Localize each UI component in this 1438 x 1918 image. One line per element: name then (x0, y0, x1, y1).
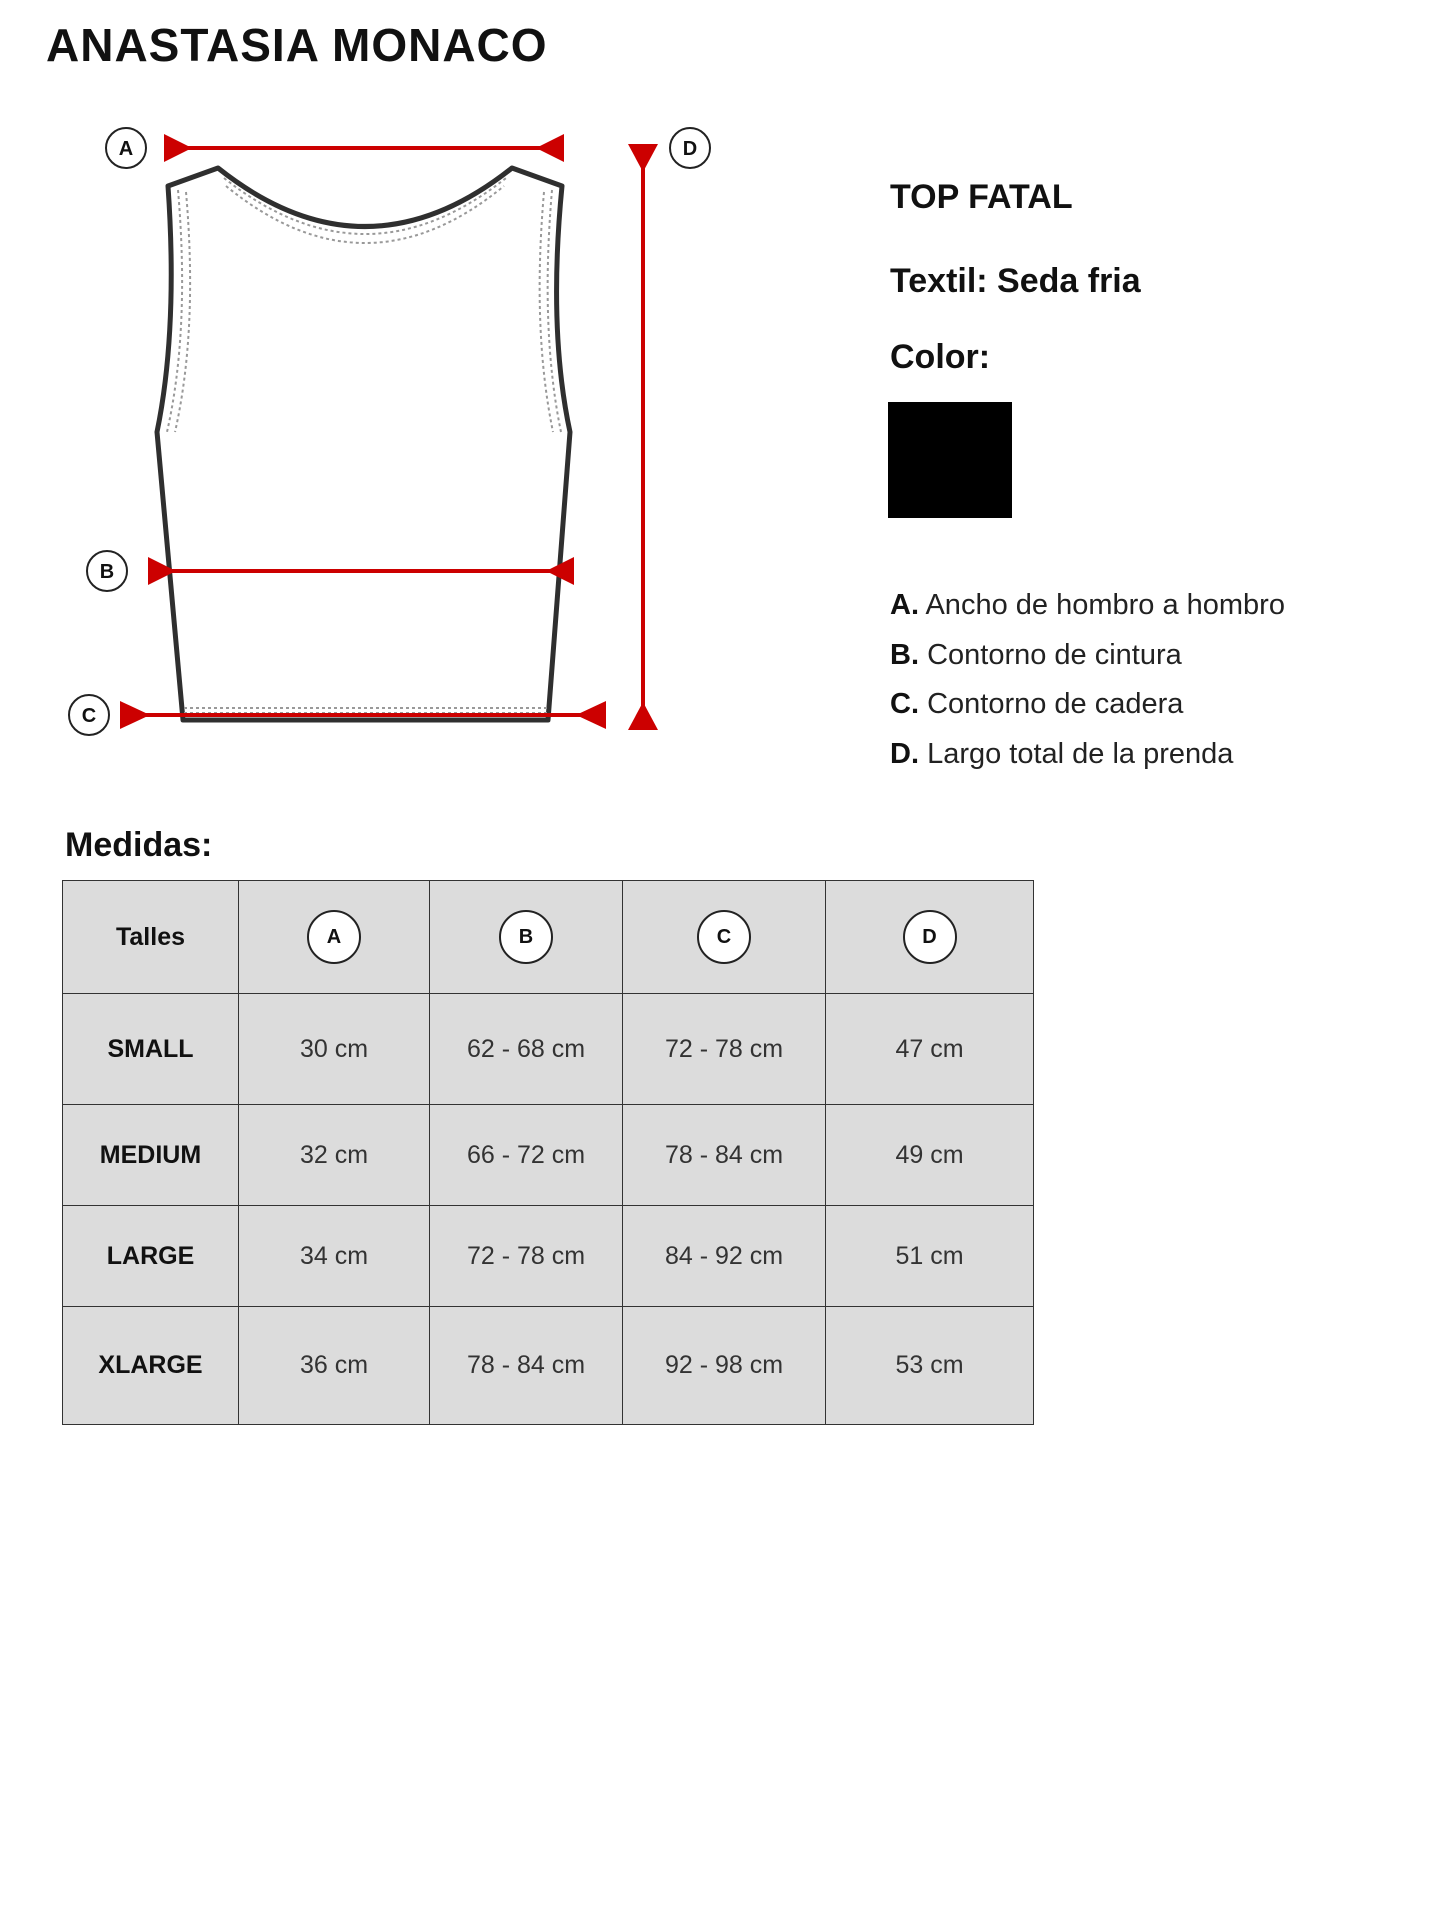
header-c (623, 881, 826, 994)
cell-a: 34 cm (239, 1206, 430, 1307)
table-row (63, 1105, 1034, 1206)
measure-d-arrow-bottom (628, 702, 658, 730)
header-a (239, 881, 430, 994)
header-sizes: Talles (63, 881, 239, 994)
cell-c: 78 - 84 cm (623, 1105, 826, 1206)
size-table-header (63, 881, 1034, 994)
header-c-circle: C (697, 910, 751, 964)
legend-item (890, 685, 1285, 735)
size-name: MEDIUM (63, 1105, 239, 1206)
marker-a-label: A (118, 138, 134, 160)
product-fabric: Textil: Seda fria (890, 262, 1141, 300)
cell-d: 47 cm (826, 994, 1034, 1105)
cell-d: 51 cm (826, 1206, 1034, 1307)
brand-title: ANASTASIA MONACO (46, 19, 548, 71)
size-name: XLARGE (63, 1307, 239, 1425)
size-table (62, 880, 1034, 1425)
garment-diagram (0, 0, 720, 760)
table-row (63, 1307, 1034, 1425)
color-swatch (888, 402, 1012, 518)
header-d (826, 881, 1034, 994)
legend-text: Ancho de hombro a hombro (925, 589, 1285, 621)
header-b (430, 881, 623, 994)
marker-b-label: B (99, 561, 115, 583)
cell-a: 36 cm (239, 1307, 430, 1425)
measure-legend (890, 586, 1285, 784)
product-name: TOP FATAL (890, 178, 1073, 216)
top-outline (157, 168, 570, 720)
marker-c-label: C (81, 705, 97, 727)
legend-item (890, 636, 1285, 686)
legend-letter: B. (890, 638, 919, 671)
legend-item (890, 586, 1285, 636)
legend-letter: C. (890, 688, 919, 720)
measure-a-arrow-right (536, 134, 564, 162)
cell-b: 78 - 84 cm (430, 1307, 623, 1425)
size-name: LARGE (63, 1206, 239, 1307)
header-b-circle: B (499, 910, 553, 964)
marker-d-label: D (682, 138, 698, 160)
measure-c-arrow-left (120, 701, 150, 729)
header-a-circle: A (307, 910, 361, 964)
legend-letter: D. (890, 737, 919, 770)
measure-d-arrow-top (628, 144, 658, 172)
cell-c: 72 - 78 cm (623, 994, 826, 1105)
legend-text: Contorno de cadera (927, 688, 1184, 720)
cell-a: 30 cm (239, 994, 430, 1105)
cell-c: 84 - 92 cm (623, 1206, 826, 1307)
measure-a-arrow-left (164, 134, 192, 162)
table-row (63, 1206, 1034, 1307)
measures-title: Medidas: (65, 826, 213, 864)
color-label: Color: (890, 338, 991, 376)
legend-item (890, 735, 1285, 785)
cell-b: 62 - 68 cm (430, 994, 623, 1105)
legend-text: Largo total de la prenda (927, 737, 1234, 770)
cell-c: 92 - 98 cm (623, 1307, 826, 1425)
measure-c-arrow-right (576, 701, 606, 729)
cell-b: 72 - 78 cm (430, 1206, 623, 1307)
cell-d: 53 cm (826, 1307, 1034, 1425)
cell-b: 66 - 72 cm (430, 1105, 623, 1206)
legend-text: Contorno de cintura (927, 638, 1182, 671)
legend-letter: A. (890, 589, 919, 621)
table-row (63, 994, 1034, 1105)
cell-a: 32 cm (239, 1105, 430, 1206)
cell-d: 49 cm (826, 1105, 1034, 1206)
size-name: SMALL (63, 994, 239, 1105)
header-d-circle: D (903, 910, 957, 964)
